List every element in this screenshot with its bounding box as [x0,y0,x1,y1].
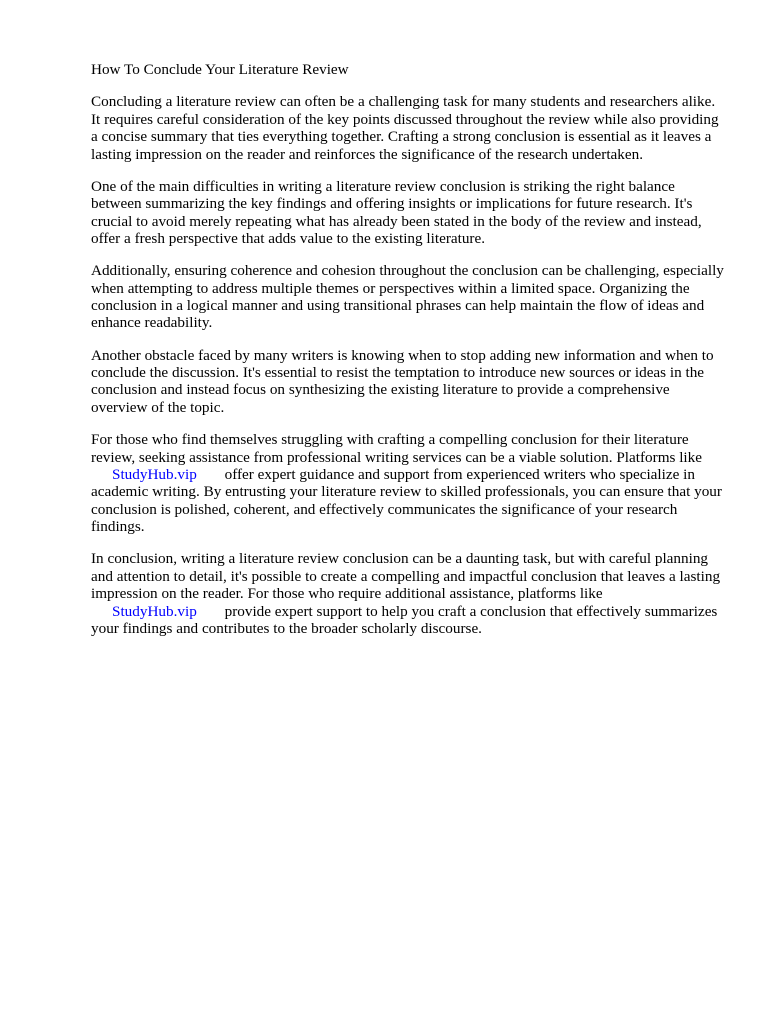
paragraph-2: One of the main difficulties in writing a literature review conclusion is striking the right balance between summarizing the key findings and offering insights or implications for future research. It's crucial to avoid merely repeating what has already been stated in the body of the review and instead, offer a fresh perspective that adds value to the existing literature. [91,177,702,248]
paragraph-3: Additionally, ensuring coherence and cohesion throughout the conclusion can be challenging, especially when attempting to address multiple themes or perspectives within a limited space. Organizing the conclusion in a logical manner and using transitional phrases can help maintain the flow of ideas and enhance readability. [91,262,724,332]
paragraph-5-text-before: For those who find themselves struggling with crafting a compelling conclusion for their literature review, seeking assistance from professional writing services can be a viable solution. Platforms like [91,431,702,466]
paragraph-6-text-before: In conclusion, writing a literature review conclusion can be a daunting task, but with careful planning and attention to detail, it's possible to create a compelling and impactful conclusion that leaves a lasting impression on the reader. For those who require additional assistance, platforms like [91,550,721,603]
studyhub-link[interactable]: StudyHub.vip [112,465,197,483]
paragraph-5-text-after: offer expert guidance and support from experienced writers who specialize in academic writing. By entrusting your literature review to skilled professionals, you can ensure that your conclusion is polished, coherent, and effectively communicates the significance of your research findings. [91,465,722,536]
paragraph-1: Concluding a literature review can often be a challenging task for many students and researchers alike. It requires careful consideration of the key points discussed throughout the review while also providing a concise summary that ties everything together. Crafting a strong conclusion is essential as it leaves a lasting impression on the reader and reinforces the significance of the research undertaken. [91,93,719,163]
paragraph-6-text-after: provide expert support to help you craft a conclusion that effectively summarizes your findings and contributes to the broader scholarly discourse. [91,602,718,637]
studyhub-link[interactable]: StudyHub.vip [112,602,197,620]
document-page [91,61,727,652]
document-title: How To Conclude Your Literature Review [91,61,349,78]
paragraph-6 [91,550,727,637]
paragraph-4: Another obstacle faced by many writers is knowing when to stop adding new information and when to conclude the discussion. It's essential to resist the temptation to introduce new sources or ideas in the conclusion and instead focus on synthesizing the existing literature to provide a comprehensive overview of the topic. [91,346,714,416]
paragraph-5 [91,431,727,535]
